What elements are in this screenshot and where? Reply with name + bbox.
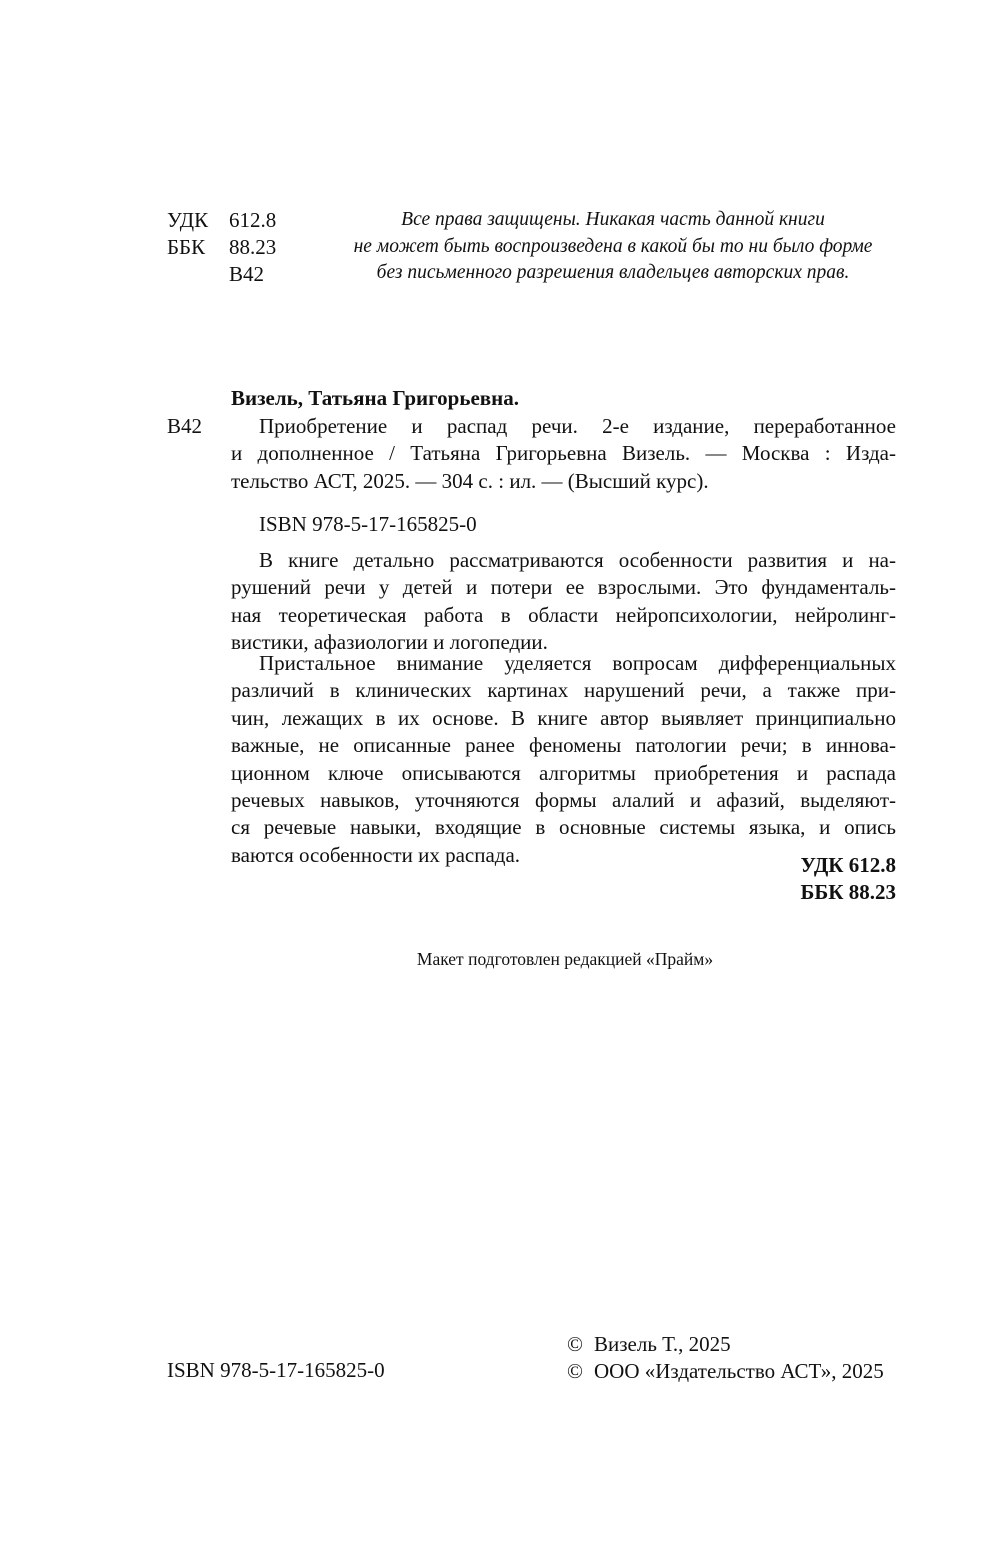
copyright-icon: © — [567, 1359, 583, 1383]
bibliographic-description — [231, 413, 896, 495]
udk-label: УДК — [167, 208, 209, 232]
copyright-block — [567, 1331, 884, 1385]
text-line: вистики, афазиологии и логопедии. — [231, 630, 548, 655]
text-line: Приобретение и распад речи. 2-е издание, переработанное — [259, 414, 896, 438]
udk-value: 612.8 — [229, 208, 277, 232]
copyright-publisher: ООО «Издательство АСТ», 2025 — [594, 1359, 884, 1383]
text-line: важные, не описанные ранее феномены патологии речи; в иннова- — [231, 733, 896, 758]
bbk-value: 88.23 — [229, 235, 277, 259]
text-line: ваются особенности их распада. — [231, 842, 521, 867]
text-line: Пристальное внимание уделяется вопросам дифференциальных — [259, 651, 896, 675]
text-line: и дополненное / Татьяна Григорьевна Визель. — Москва : Изда- — [231, 441, 896, 466]
copyright-line — [567, 1358, 884, 1385]
cutter-row — [167, 261, 309, 288]
text-line: различий в клинических картинах нарушений речи, а также при- — [231, 678, 896, 703]
text-line: чин, лежащих в их основе. В книге автор выявляет принципиально — [231, 705, 896, 730]
isbn-record: ISBN 978-5-17-165825-0 — [259, 512, 477, 536]
text-line: В книге детально рассматриваются особенности развития и на- — [259, 548, 896, 572]
copyright-line — [567, 1331, 884, 1358]
classification-summary — [801, 852, 897, 906]
rights-line: не может быть воспроизведена в какой бы то ни было форме — [353, 235, 873, 257]
udk-summary: УДК 612.8 — [800, 853, 896, 877]
author-heading: Визель, Татьяна Григорьевна. — [231, 386, 519, 410]
prepared-by-note: Макет подготовлен редакцией «Прайм» — [416, 949, 714, 969]
abstract-paragraph-1 — [231, 547, 896, 657]
text-line: тельство АСТ, 2025. — 304 с. : ил. — (Высший курс). — [231, 468, 709, 493]
rights-line: без письменного разрешения владельцев авторских прав. — [376, 262, 850, 283]
cutter-code-margin: В42 — [167, 414, 203, 438]
text-line: ся речевые навыки, входящие в основные системы языка, и опись — [231, 815, 896, 840]
rights-notice — [330, 207, 896, 287]
abstract-paragraph-2 — [231, 650, 896, 869]
rights-line: Все права защищены. Никакая часть данной книги — [401, 209, 825, 230]
text-line: ная теоретическая работа в области нейропсихологии, нейролинг- — [231, 602, 896, 627]
text-line: речевых навыков, уточняются формы алалий и афазий, выделяют- — [231, 787, 896, 812]
copyright-author: Визель Т., 2025 — [594, 1332, 731, 1356]
bbk-label: ББК — [167, 235, 206, 259]
text-line: ционном ключе описываются алгоритмы приобретения и распада — [231, 760, 896, 785]
isbn-footer: ISBN 978-5-17-165825-0 — [167, 1358, 385, 1382]
copyright-icon: © — [567, 1332, 583, 1356]
classification-block — [167, 207, 309, 288]
udk-row — [167, 207, 309, 234]
bbk-row — [167, 234, 309, 261]
cutter-code: В42 — [229, 262, 265, 286]
text-line: рушений речи у детей и потери ее взрослыми. Это фундаменталь- — [231, 575, 896, 600]
bbk-summary: ББК 88.23 — [800, 880, 896, 904]
